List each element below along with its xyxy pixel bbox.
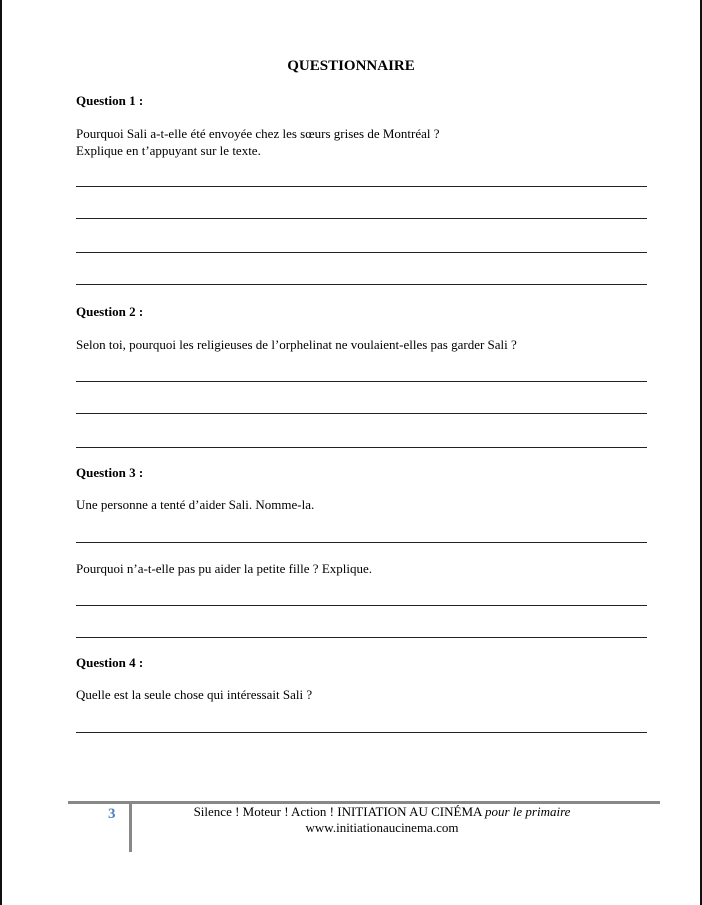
answer-line[interactable]	[76, 381, 647, 382]
question-1-label: Question 1 :	[76, 93, 144, 108]
question-3-text-b: Pourquoi n’a-t-elle pas pu aider la petite fille ? Explique.	[76, 561, 373, 576]
question-4-label: Question 4 :	[76, 655, 144, 670]
question-1-text-line2: Explique en t’appuyant sur le texte.	[76, 143, 261, 158]
answer-line[interactable]	[76, 542, 647, 543]
answer-line[interactable]	[76, 732, 647, 733]
question-2-label: Question 2 :	[76, 304, 144, 319]
answer-line[interactable]	[76, 605, 647, 606]
footer-program-title: Silence ! Moteur ! Action ! INITIATION AU CINÉMA	[193, 804, 485, 819]
footer-program-subtitle: pour le primaire	[484, 804, 571, 819]
page-edge-left	[0, 0, 2, 905]
question-4-text: Quelle est la seule chose qui intéressait Sali ?	[76, 687, 313, 702]
answer-line[interactable]	[76, 186, 647, 187]
document-title: QUESTIONNAIRE	[287, 58, 415, 74]
answer-line[interactable]	[76, 218, 647, 219]
page-number: 3	[108, 806, 116, 822]
answer-line[interactable]	[76, 413, 647, 414]
question-2-text: Selon toi, pourquoi les religieuses de l’orphelinat ne voulaient-elles pas garder Sali ?	[76, 337, 517, 352]
answer-line[interactable]	[76, 252, 647, 253]
footer-line-1	[132, 804, 632, 820]
question-1-text-line1: Pourquoi Sali a-t-elle été envoyée chez les sœurs grises de Montréal ?	[76, 126, 440, 141]
answer-line[interactable]	[76, 447, 647, 448]
answer-line[interactable]	[76, 284, 647, 285]
answer-line[interactable]	[76, 637, 647, 638]
question-3-label: Question 3 :	[76, 465, 144, 480]
footer-text	[132, 804, 632, 836]
footer-website[interactable]: www.initiationaucinema.com	[305, 820, 459, 835]
question-3-text: Une personne a tenté d’aider Sali. Nomme-la.	[76, 497, 315, 512]
